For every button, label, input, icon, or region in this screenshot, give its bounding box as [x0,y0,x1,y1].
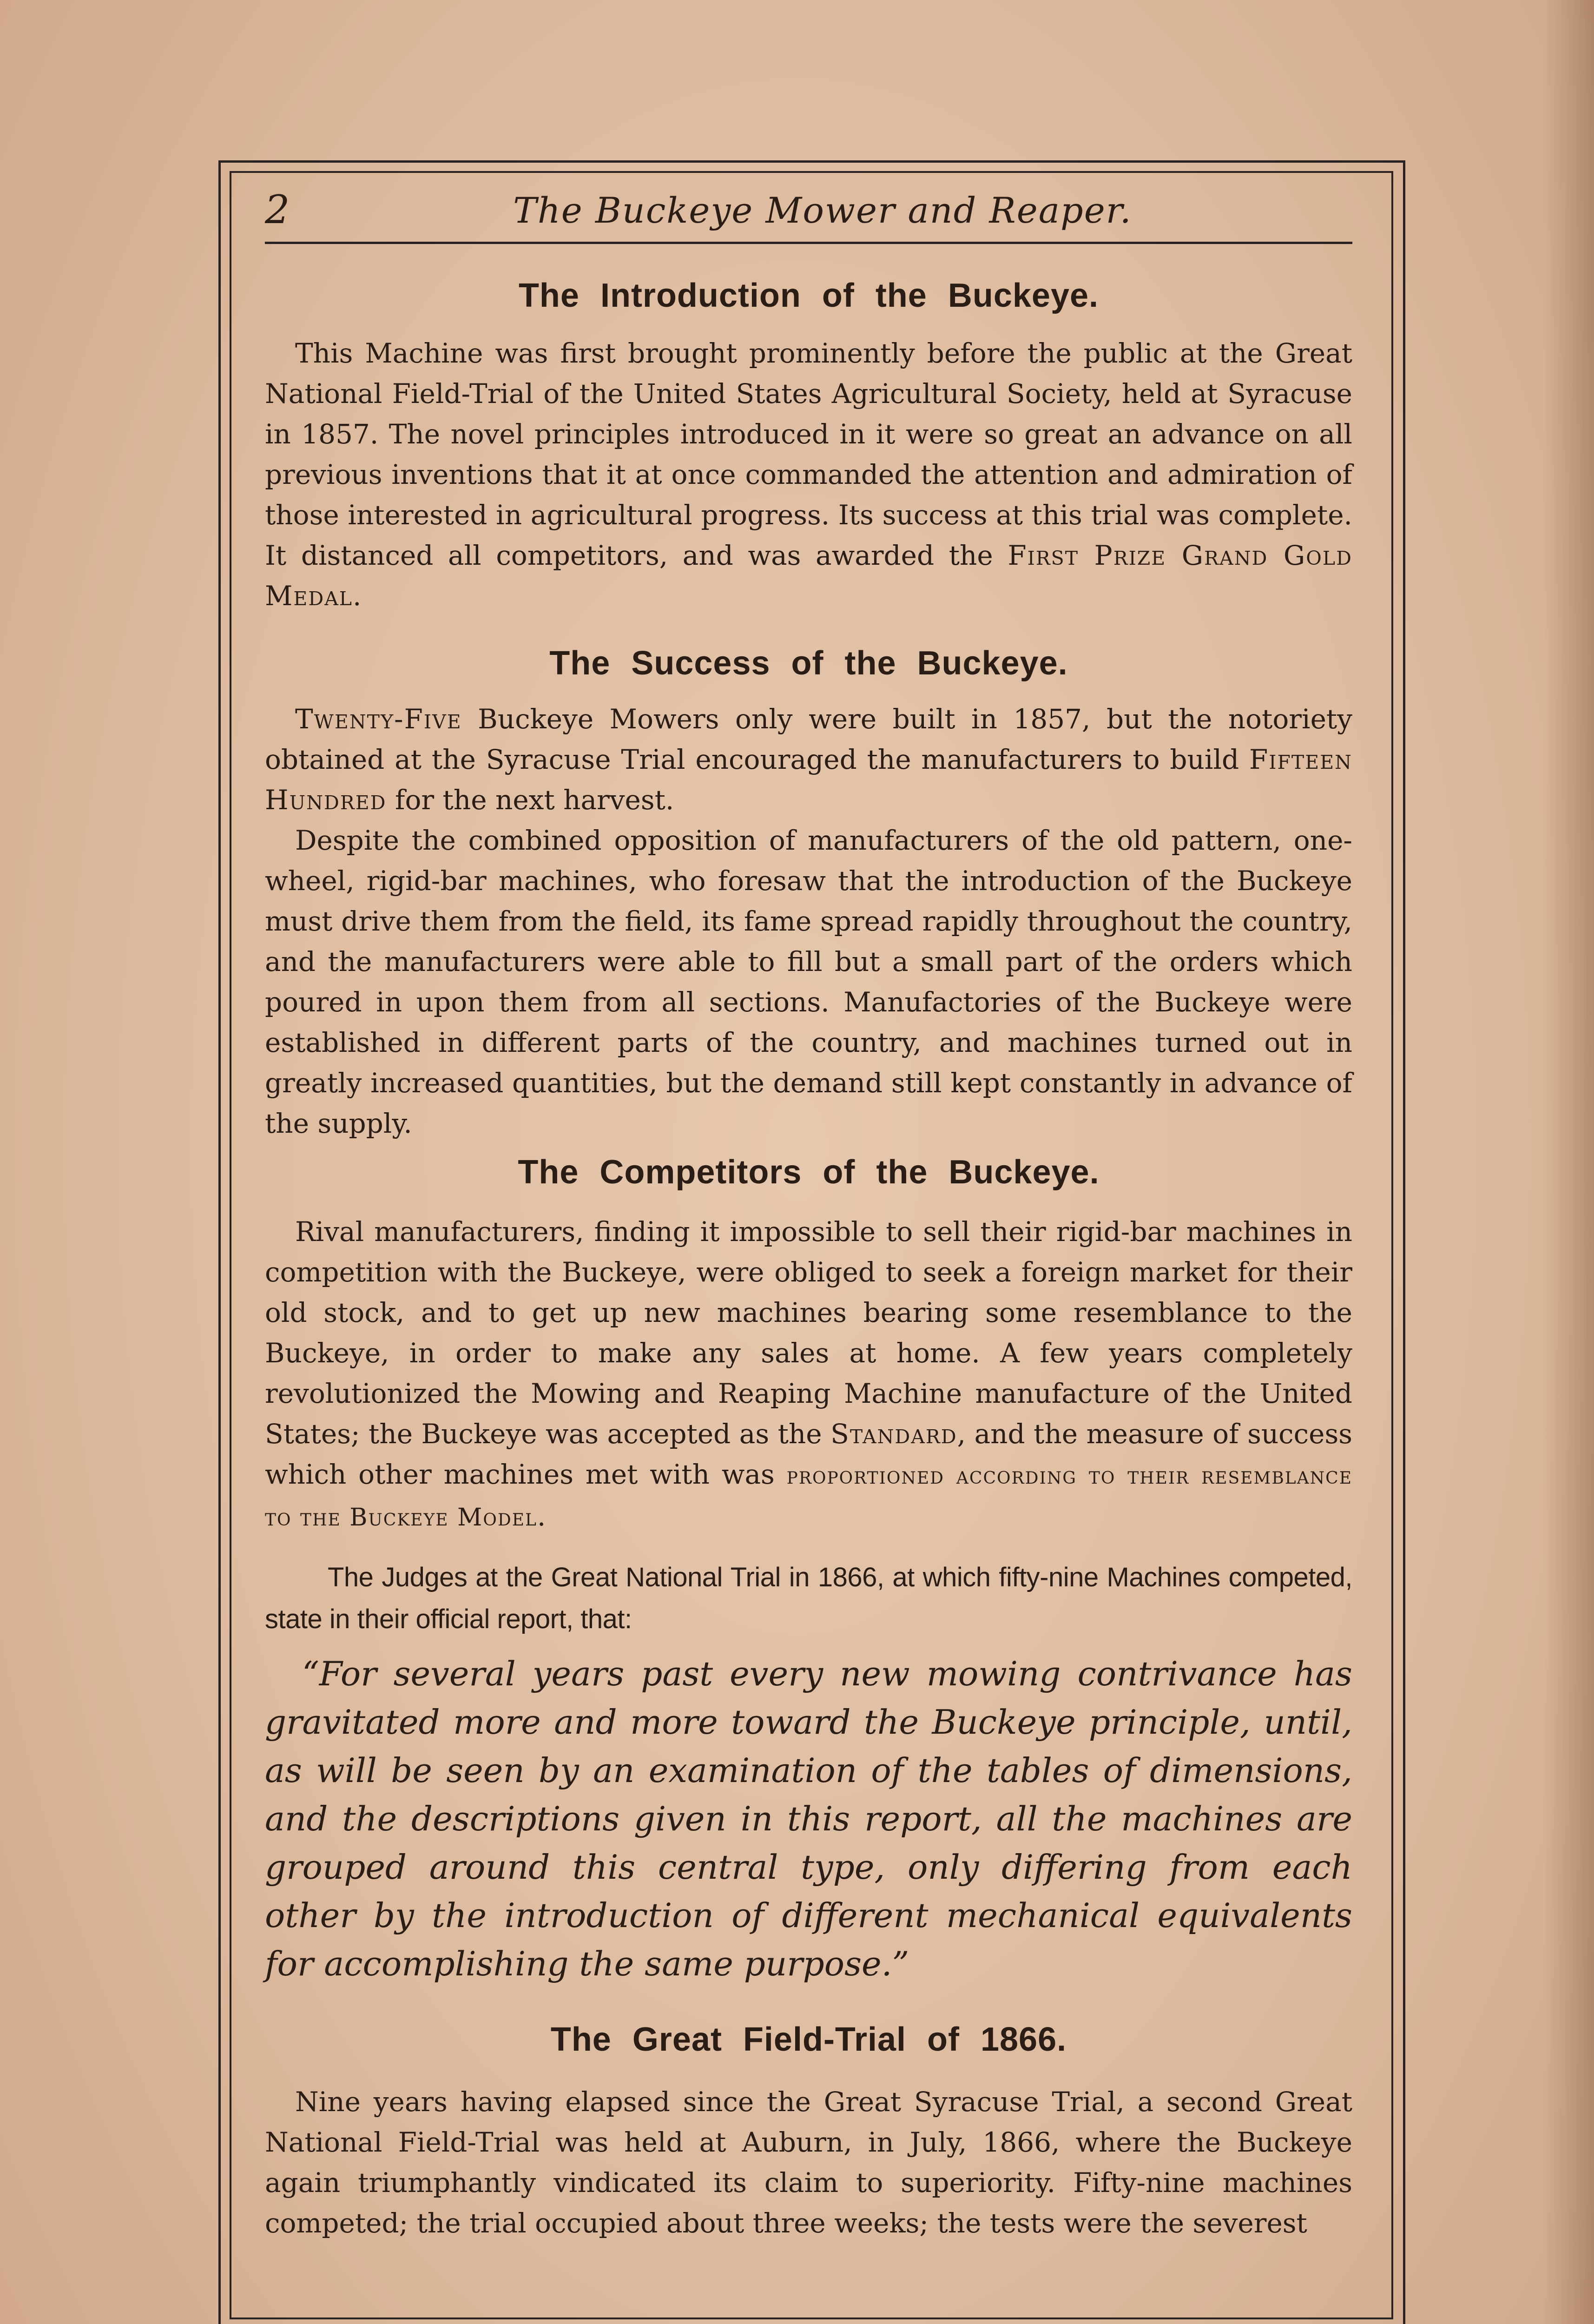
intro-end: . [353,580,362,612]
section-heading-field-trial: The Great Field-Trial of 1866. [550,2021,1067,2058]
paragraph-judges-intro: The Judges at the Great National Trial in 1866, at which fifty-nine Machines competed, state in their official report, that: [265,1562,1352,1634]
section-heading-competitors: The Competitors of the Buckeye. [518,1154,1100,1191]
paragraph-success-2: Despite the combined opposition of manufacturers of the old pattern, one-wheel, rigid-bar machines, who foresaw that the introduction of the Buckeye must drive them from the field, its fame spread rapidly throughout the country, and the manufacturers were able to fill but a small part of the orders which poured in upon them from all sections. Manufactories of the Buckeye were established in different parts of the country, and machines turned out in greatly increased quantities, but the demand still kept constantly in advance of the supply. [265,825,1352,1139]
section-heading-success: The Success of the Buckeye. [549,645,1068,682]
page-number: 2 [265,187,290,232]
judges-quote: “For several years past every new mowing contrivance has gravitated more and more toward the Buckeye principle, until, as will be seen by an examination of the tables of dimensions, and the descriptions given in this report, all the machines are grouped around this central type, only differing from each other by the introduction of different mechanical equivalents for accomplishing the same purpose.” [265,1654,1352,1983]
intro-text: This Machine was first brought prominently before the public at the Great National Field-Trial of the United States Agricultural Society, held at Syracuse in 1857. The novel principles introduced in it were so great an advance on all previous inventions that it at once commanded the attention and admiration of those interested in agricultural progress. Its success at this trial was complete. It distanced all competitors, and was awarded the [265,337,1352,571]
competitors-standard: Standard [830,1418,957,1450]
paragraph-success-1 [265,699,1352,820]
section-heading-introduction: The Introduction of the Buckeye. [518,277,1099,314]
competitors-end: . [537,1500,546,1532]
running-title: The Buckeye Mower and Reaper. [513,190,1132,231]
paragraph-field-trial: Nine years having elapsed since the Great Syracuse Trial, a second Great National Field-Trial was held at Auburn, in July, 1866, where the Buckeye again triumphantly vindicated its claim to superiority. Fifty-nine machines competed; the trial occupied about three weeks; the tests were the severest [265,2086,1352,2239]
competitors-emph: proportioned according to their resemblance to the Buckeye Model [265,1462,1353,1532]
success-text: Buckeye Mowers only were built in 1857, but the notoriety obtained at the Syracuse Trial encouraged the manufacturers to build [265,703,1352,775]
success-emph-fifteen-hundred: Fifteen Hundred [265,744,1352,816]
intro-prize: First Prize Grand Gold Medal [265,540,1352,612]
running-header [265,181,1352,244]
success-emph-twenty-five: Twenty-Five [295,703,462,735]
page-content [265,181,1352,2244]
paragraph-introduction [265,333,1352,616]
success-end: for the next harvest. [386,784,674,816]
competitors-mid: , and the measure of success which other machines met with was [265,1418,1353,1490]
page-edge-shadow [1543,0,1594,2324]
paragraph-competitors [265,1212,1352,1538]
competitors-text: Rival manufacturers, finding it impossible to sell their rigid-bar machines in competition with the Buckeye, were obliged to seek a foreign market for their old stock, and to get up new machines bearing some resemblance to the Buckeye, in order to make any sales at home. A few years completely revolutionized the Mowing and Reaping Machine manufacture of the United States; the Buckeye was accepted as the [265,1216,1352,1450]
